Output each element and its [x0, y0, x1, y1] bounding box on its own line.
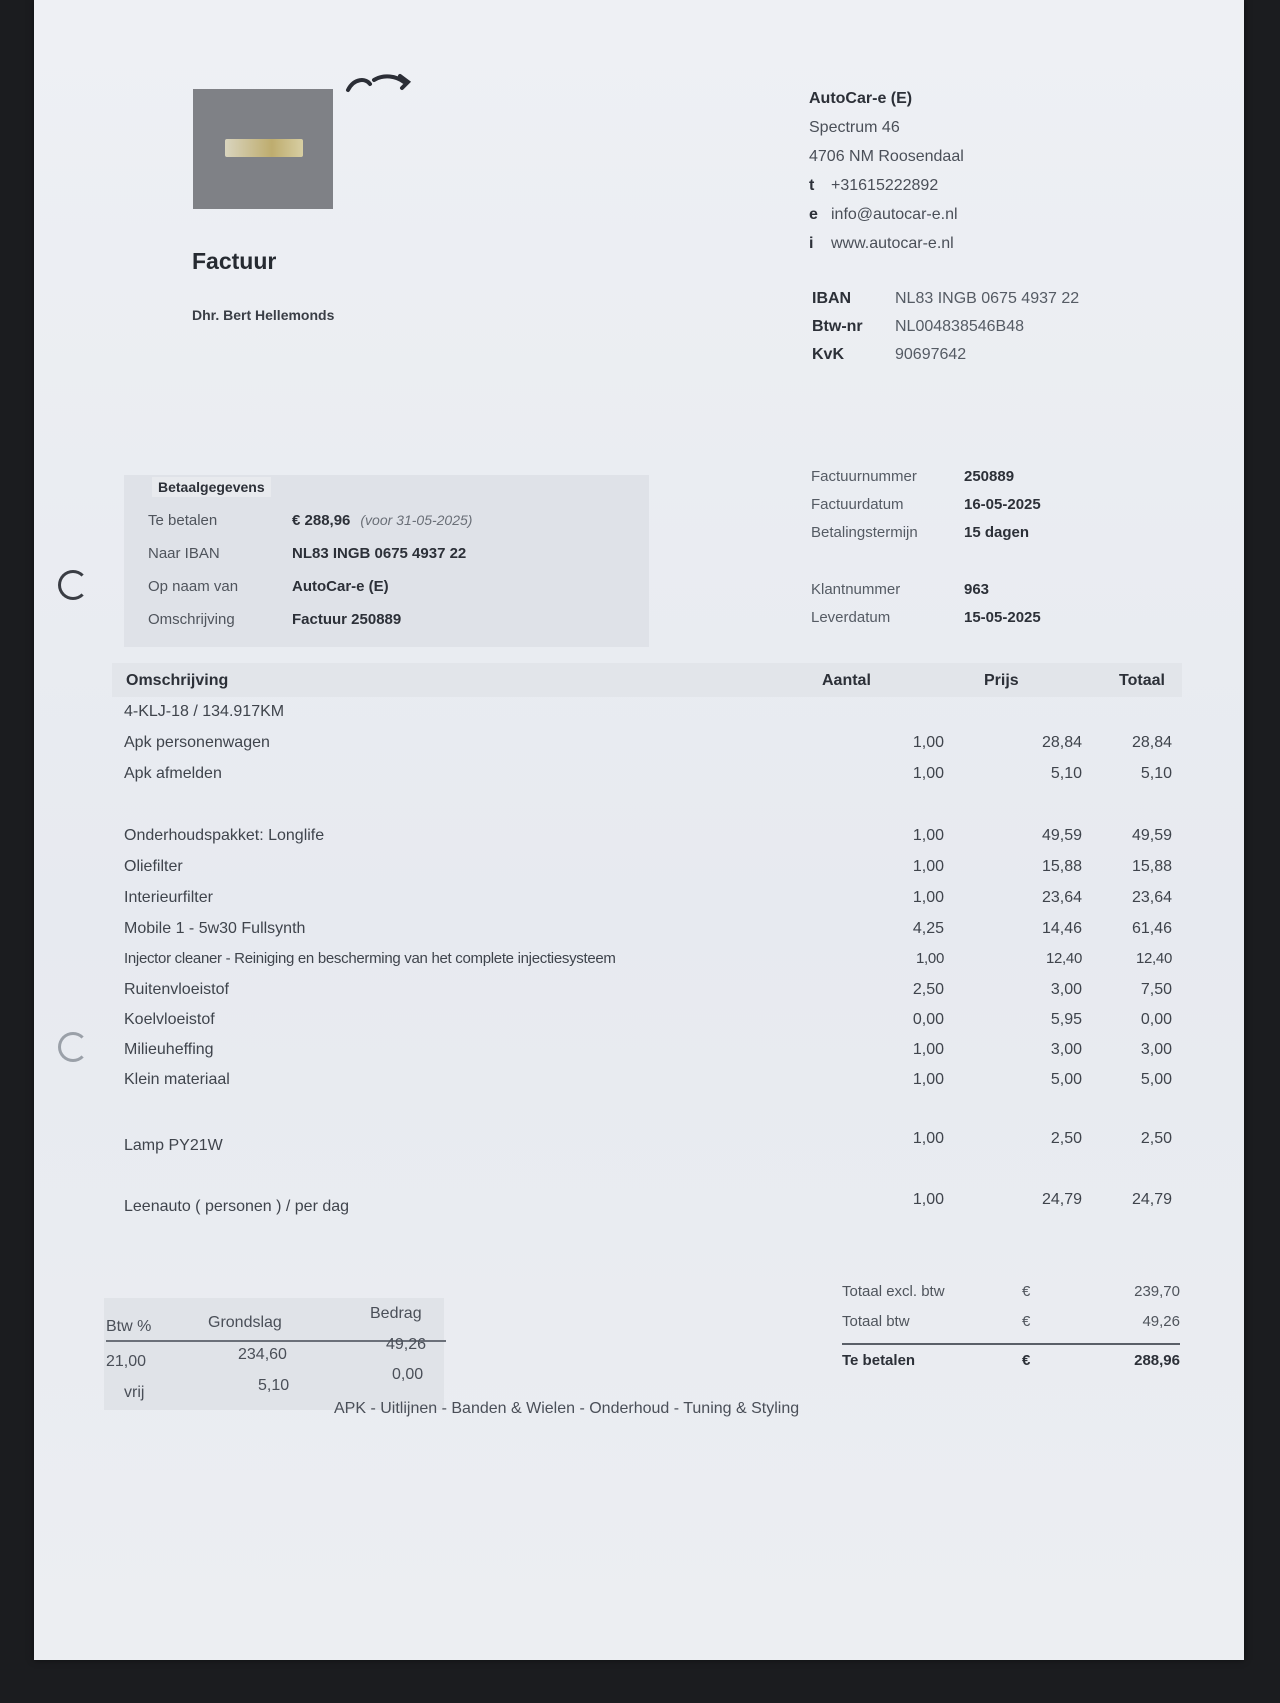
company-logo: [193, 89, 333, 209]
payment-label: Te betalen: [148, 512, 218, 529]
total-btw-row: [842, 1313, 1180, 1341]
item-total: 2,50: [1140, 1130, 1172, 1147]
item-quantity: 0,00: [912, 1011, 944, 1028]
vat-amount: 49,26: [386, 1336, 427, 1353]
item-total: 28,84: [1131, 734, 1172, 751]
total-payable-value: 288,96: [1134, 1352, 1180, 1369]
payment-value: NL83 INGB 0675 4937 22: [292, 545, 467, 562]
meta-row: [811, 581, 990, 598]
punch-hole-icon: [58, 1032, 88, 1062]
payment-due-note: (voor 31-05-2025): [360, 512, 473, 528]
item-description: Milieuheffing: [124, 1041, 214, 1058]
item-total: 61,46: [1131, 920, 1172, 937]
item-price: 23,64: [1041, 889, 1082, 906]
item-total: 5,10: [1140, 765, 1172, 782]
services-footer: APK - Uitlijnen - Banden & Wielen - Onderhoud - Tuning & Styling: [334, 1400, 800, 1417]
invoice-paper: [34, 0, 1244, 1660]
phone-key: t: [809, 177, 815, 194]
table-row: [124, 1011, 1174, 1035]
payment-value: AutoCar-e (E): [292, 578, 389, 595]
item-price: 49,59: [1041, 827, 1082, 844]
meta-value: 15-05-2025: [964, 609, 1041, 626]
btw-value: NL004838546B48: [895, 318, 1025, 335]
table-row: [124, 827, 1174, 851]
table-row: [124, 1071, 1174, 1095]
table-row: [124, 950, 1174, 974]
company-name: AutoCar-e (E): [809, 90, 913, 107]
company-web-line: [809, 229, 964, 258]
btw-label: Btw-nr: [812, 318, 863, 335]
item-total: 24,79: [1131, 1191, 1172, 1208]
payment-label: Naar IBAN: [148, 545, 220, 562]
company-phone-line: [809, 171, 964, 200]
table-row: [124, 858, 1174, 882]
item-description: Apk afmelden: [124, 765, 222, 782]
vat-amount: 0,00: [392, 1366, 424, 1383]
item-price: 2,50: [1050, 1130, 1082, 1147]
meta-row: [811, 524, 1030, 541]
payment-row: [148, 578, 389, 595]
item-total: 5,00: [1140, 1071, 1172, 1088]
payment-label: Omschrijving: [148, 611, 235, 628]
meta-value: 15 dagen: [964, 524, 1030, 541]
total-payable-label: Te betalen: [842, 1352, 916, 1369]
total-btw-label: Totaal btw: [842, 1313, 910, 1330]
table-row: [124, 920, 1174, 944]
iban-label: IBAN: [812, 290, 852, 307]
item-quantity: 4,25: [912, 920, 944, 937]
table-row: [124, 734, 1174, 758]
item-quantity: 1,00: [912, 889, 944, 906]
company-city: 4706 NM Roosendaal: [809, 148, 964, 165]
item-quantity: 1,00: [912, 765, 944, 782]
meta-value: 250889: [964, 468, 1015, 485]
company-email: info@autocar-e.nl: [831, 206, 958, 223]
item-price: 3,00: [1050, 1041, 1082, 1058]
table-header-band: [112, 663, 1182, 697]
kvk-label: KvK: [812, 346, 845, 363]
bank-block: [812, 285, 1079, 369]
company-email-line: [809, 200, 964, 229]
item-price: 15,88: [1041, 858, 1082, 875]
item-price: 5,95: [1050, 1011, 1082, 1028]
vat-header-amount: Bedrag: [370, 1305, 422, 1322]
meta-label: Leverdatum: [811, 609, 891, 626]
item-description: Interieurfilter: [124, 889, 213, 906]
item-price: 24,79: [1041, 1191, 1082, 1208]
web-key: i: [809, 235, 814, 252]
item-description: Mobile 1 - 5w30 Fullsynth: [124, 920, 306, 937]
meta-row: [811, 468, 1015, 485]
item-quantity: 1,00: [912, 734, 944, 751]
page-title: Factuur: [192, 248, 277, 274]
total-btw-value: 49,26: [1142, 1313, 1180, 1330]
payment-heading: Betaalgegevens: [152, 477, 271, 497]
company-street: Spectrum 46: [809, 119, 900, 136]
vat-header-base: Grondslag: [208, 1314, 282, 1331]
meta-label: Factuurdatum: [811, 496, 904, 513]
table-row: [124, 1130, 1174, 1159]
payment-row: [148, 545, 467, 562]
vat-rate: vrij: [124, 1384, 145, 1401]
item-quantity: 2,50: [912, 981, 944, 998]
item-quantity: 1,00: [912, 1041, 944, 1058]
item-quantity: 1,00: [912, 827, 944, 844]
item-total: 49,59: [1131, 827, 1172, 844]
vat-rate: 21,00: [106, 1353, 147, 1370]
vat-base: 5,10: [258, 1377, 290, 1394]
payment-value: Factuur 250889: [292, 611, 402, 628]
item-price: 12,40: [1045, 950, 1082, 967]
item-price: 28,84: [1041, 734, 1082, 751]
meta-value: 963: [964, 581, 990, 598]
meta-value: 16-05-2025: [964, 496, 1041, 513]
item-total: 15,88: [1131, 858, 1172, 875]
column-header-description: Omschrijving: [126, 672, 229, 689]
vat-header-rate: Btw %: [106, 1318, 152, 1335]
table-row: [124, 1191, 1174, 1220]
vat-summary-table: [104, 1298, 444, 1410]
handwritten-mark: [344, 68, 419, 98]
item-description: Leenauto ( personen ) / per dag: [124, 1198, 350, 1215]
payment-value: € 288,96: [292, 512, 351, 529]
item-price: 5,00: [1050, 1071, 1082, 1088]
item-description: Klein materiaal: [124, 1071, 230, 1088]
meta-label: Betalingstermijn: [811, 524, 918, 541]
item-description: Koelvloeistof: [124, 1011, 215, 1028]
currency-sign: €: [1022, 1352, 1031, 1369]
item-description: Oliefilter: [124, 858, 183, 875]
email-key: e: [809, 206, 818, 223]
item-total: 12,40: [1135, 950, 1172, 967]
item-quantity: 1,00: [912, 1130, 944, 1147]
item-description: Injector cleaner - Reiniging en bescherming van het complete injectiesysteem: [124, 950, 616, 967]
payment-row: [148, 512, 473, 529]
item-description: Apk personenwagen: [124, 734, 270, 751]
vehicle-line: [124, 703, 1174, 727]
item-total: 23,64: [1131, 889, 1172, 906]
meta-row: [811, 609, 1041, 626]
payment-row: [148, 611, 402, 628]
company-web: www.autocar-e.nl: [831, 235, 954, 252]
table-row: [124, 981, 1174, 1005]
logo-mark: [225, 139, 303, 157]
column-header-price: Prijs: [984, 672, 1019, 689]
total-excl-row: [842, 1283, 1180, 1311]
item-quantity: 1,00: [912, 1191, 944, 1208]
column-header-quantity: Aantal: [822, 672, 871, 689]
vehicle-info: 4-KLJ-18 / 134.917KM: [124, 703, 285, 720]
meta-row: [811, 496, 1041, 513]
payment-label: Op naam van: [148, 578, 239, 595]
item-total: 0,00: [1140, 1011, 1172, 1028]
payment-details-box: [124, 475, 649, 647]
item-description: Ruitenvloeistof: [124, 981, 229, 998]
total-excl-value: 239,70: [1134, 1283, 1180, 1300]
item-price: 14,46: [1041, 920, 1082, 937]
total-excl-label: Totaal excl. btw: [842, 1283, 945, 1300]
totals-divider: [842, 1343, 1180, 1345]
company-phone: +31615222892: [831, 177, 939, 194]
vat-base: 234,60: [238, 1346, 287, 1363]
item-total: 3,00: [1140, 1041, 1172, 1058]
column-header-total: Totaal: [1119, 672, 1165, 689]
item-quantity: 1,00: [912, 858, 944, 875]
meta-label: Klantnummer: [811, 581, 901, 598]
table-row: [124, 765, 1174, 789]
table-row: [124, 889, 1174, 913]
item-description: Lamp PY21W: [124, 1137, 223, 1154]
meta-label: Factuurnummer: [811, 468, 917, 485]
item-price: 5,10: [1050, 765, 1082, 782]
company-block: [809, 84, 964, 258]
table-row: [124, 1041, 1174, 1065]
total-payable-row: [842, 1352, 1180, 1380]
currency-sign: €: [1022, 1313, 1031, 1330]
item-quantity: 1,00: [912, 1071, 944, 1088]
item-description: Onderhoudspakket: Longlife: [124, 827, 325, 844]
customer-name: Dhr. Bert Hellemonds: [192, 307, 335, 323]
currency-sign: €: [1022, 1283, 1031, 1300]
punch-hole-icon: [58, 570, 88, 600]
item-quantity: 1,00: [916, 950, 944, 967]
kvk-value: 90697642: [895, 346, 967, 363]
item-price: 3,00: [1050, 981, 1082, 998]
item-total: 7,50: [1140, 981, 1172, 998]
iban-value: NL83 INGB 0675 4937 22: [895, 290, 1080, 307]
